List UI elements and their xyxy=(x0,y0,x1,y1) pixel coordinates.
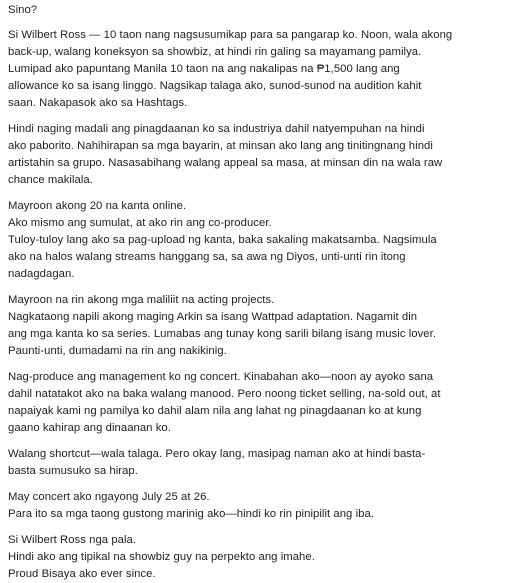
text-line: Mayroon na rin akong mga maliliit na acting projects. xyxy=(8,294,275,306)
text-line: ang mga kanta ko sa series. Lumabas ang tunay kong sarili bilang isang music lover. xyxy=(8,328,437,340)
paragraph-industry xyxy=(8,121,512,189)
text-line: Sino? xyxy=(8,4,38,16)
text-line: Walang shortcut—wala talaga. Pero okay lang, masipag naman ako at hindi basta- xyxy=(8,448,426,460)
text-line: basta sumusuko sa hirap. xyxy=(8,465,138,477)
paragraph-songs xyxy=(8,198,512,283)
text-line: Para ito sa mga taong gustong marinig ako—hindi ko rin pinipilit ang iba. xyxy=(8,508,374,520)
text-line: Hindi naging madali ang pinagdaanan ko sa industriya dahil natyempuhan na hindi xyxy=(8,123,425,135)
text-line: Ako mismo ang sumulat, at ako rin ang co-producer. xyxy=(8,217,272,229)
text-line: Si Wilbert Ross — 10 taon nang nagsusumikap para sa pangarap ko. Noon, wala akong xyxy=(8,29,453,41)
paragraph-concert-production xyxy=(8,369,512,437)
text-line: Paunti-unti, dumadami na rin ang nakikinig. xyxy=(8,345,227,357)
text-line: saan. Nakapasok ako sa Hashtags. xyxy=(8,97,188,109)
text-line: Nagkataong napili akong maging Arkin sa isang Wattpad adaptation. Nagamit din xyxy=(8,311,418,323)
text-line: allowance ko sa isang linggo. Nagsikap talaga ako, sunod-sunod na audition kahit xyxy=(8,80,422,92)
paragraph-heading xyxy=(8,2,512,19)
text-line: Si Wilbert Ross nga pala. xyxy=(8,534,137,546)
text-line: dahil natatakot ako na baka walang manood. Pero noong ticket selling, na-sold out, at xyxy=(8,388,441,400)
text-line: Proud Bisaya ako ever since. xyxy=(8,568,156,580)
text-line: ako na halos walang streams hanggang sa, sa awa ng Diyos, unti-unti rin itong xyxy=(8,251,406,263)
paragraph-no-shortcut xyxy=(8,446,512,480)
paragraph-concert-dates xyxy=(8,489,512,523)
paragraph-intro xyxy=(8,27,512,112)
text-line: Lumipad ako papuntang Manila 10 taon na ang nakalipas na ₱1,500 lang ang xyxy=(8,63,400,75)
text-line: napaiyak kami ng pamilya ko dahil alam nila ang lahat ng pinagdaanan ko at kung xyxy=(8,405,422,417)
text-line: Mayroon akong 20 na kanta online. xyxy=(8,200,187,212)
text-line: Tuloy-tuloy lang ako sa pag-upload ng kanta, baka sakaling makatsamba. Nagsimula xyxy=(8,234,437,246)
text-line: ako paborito. Nahihirapan sa mga bayarin, at minsan ako lang ang tinitingnang hindi xyxy=(8,140,433,152)
text-line: Hindi ako ang tipikal na showbiz guy na perpekto ang imahe. xyxy=(8,551,315,563)
text-line: chance makilala. xyxy=(8,174,93,186)
text-line: artistahin sa grupo. Nasasabihang walang appeal sa masa, at minsan din na wala raw xyxy=(8,157,443,169)
paragraph-acting xyxy=(8,292,512,360)
paragraph-closing xyxy=(8,532,512,583)
text-line: back-up, walang koneksyon sa showbiz, at hindi rin galing sa mayamang pamilya. xyxy=(8,46,422,58)
text-line: May concert ako ngayong July 25 at 26. xyxy=(8,491,210,503)
post-body xyxy=(8,2,512,583)
text-line: Nag-produce ang management ko ng concert. Kinabahan ako—noon ay ayoko sana xyxy=(8,371,434,383)
text-line: gaano kahirap ang dinaanan ko. xyxy=(8,422,171,434)
text-line: nadagdagan. xyxy=(8,268,75,280)
